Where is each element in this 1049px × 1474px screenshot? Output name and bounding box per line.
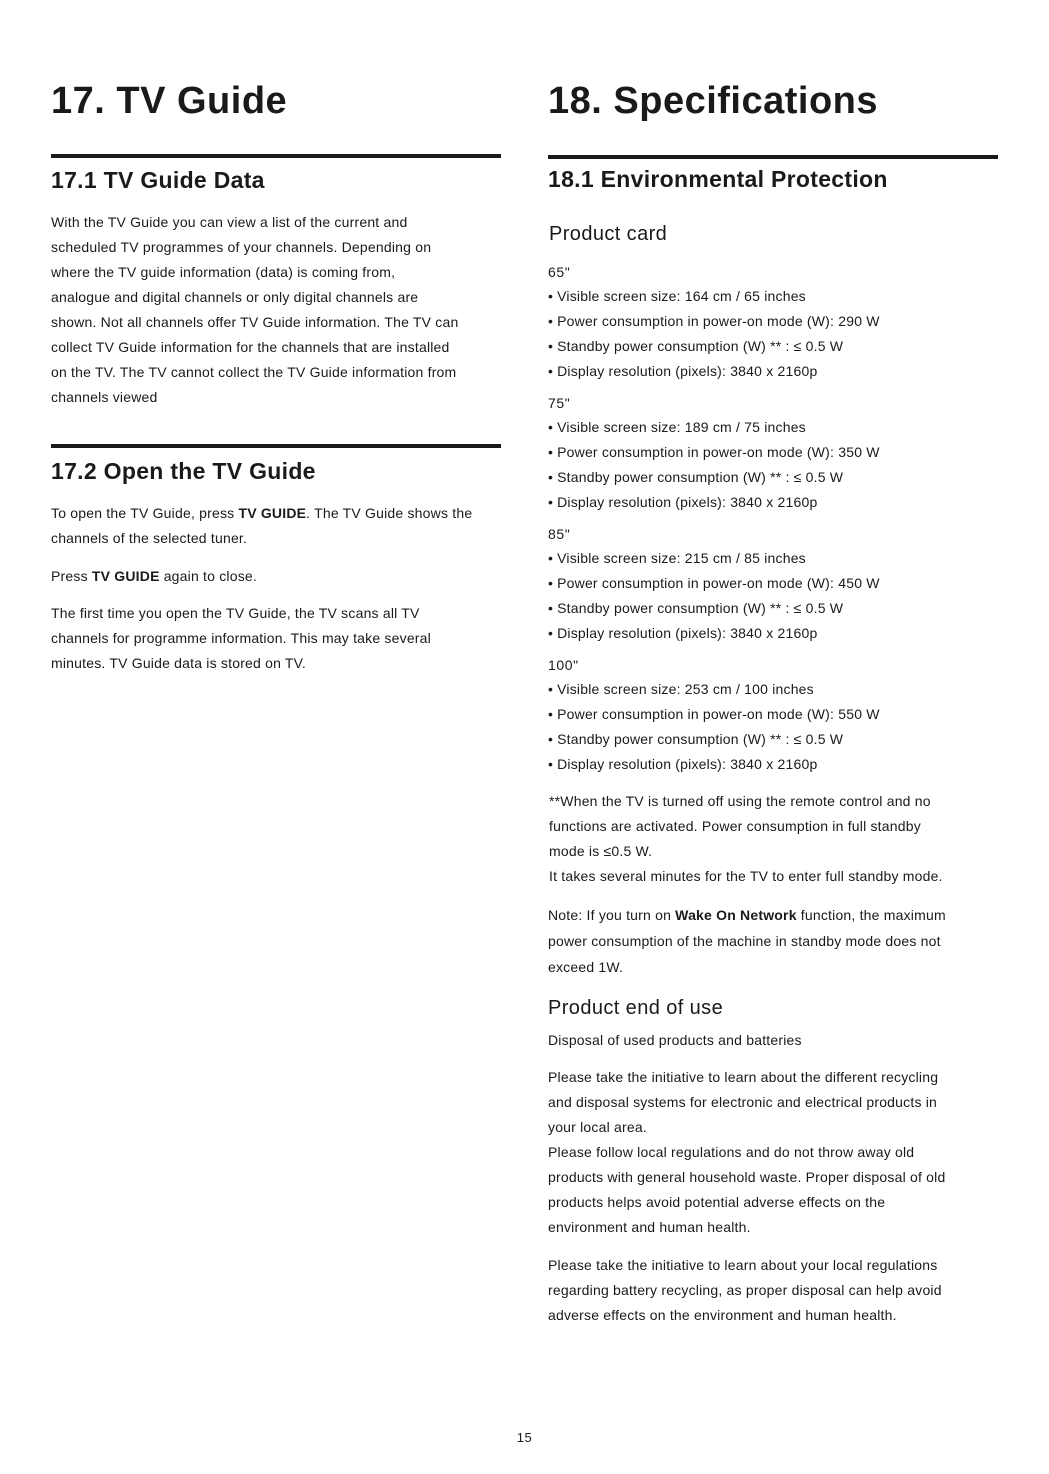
spec-group-75 (548, 391, 998, 515)
spec-item: • Visible screen size: 253 cm / 100 inches (548, 677, 998, 702)
text-line: regarding battery recycling, as proper disposal can help avoid (548, 1282, 942, 1298)
text-line: channels for programme information. This may take several (51, 630, 431, 646)
text-line: mode is ≤0.5 W. (549, 843, 653, 859)
text-line: power consumption of the machine in standby mode does not (548, 933, 941, 949)
spec-size-label: 65" (548, 264, 571, 280)
text-run: function, the maximum (796, 907, 946, 923)
key-name-tv-guide: TV GUIDE (238, 505, 307, 521)
section-divider (548, 155, 998, 159)
text-line: analogue and digital channels or only digital channels are (51, 289, 419, 305)
spec-item: • Visible screen size: 189 cm / 75 inches (548, 415, 998, 440)
spec-size-label: 75" (548, 395, 571, 411)
product-end-of-use-heading: Product end of use (548, 997, 724, 1019)
section-title-environmental-protection: 18.1 Environmental Protection (548, 166, 888, 192)
text-line: **When the TV is turned off using the remote control and no (549, 793, 931, 809)
spec-size-label: 100" (548, 657, 579, 673)
text-line: Please take the initiative to learn about your local regulations (548, 1257, 938, 1273)
product-card-heading: Product card (549, 223, 668, 245)
section-divider (51, 154, 501, 158)
text-line: With the TV Guide you can view a list of the current and (51, 214, 408, 230)
text-line: Please follow local regulations and do not throw away old (548, 1144, 915, 1160)
text-line: functions are activated. Power consumption in full standby (549, 818, 921, 834)
spec-group-100 (548, 653, 998, 777)
spec-item: • Standby power consumption (W) ** : ≤ 0.5 W (548, 465, 998, 490)
spec-item: • Display resolution (pixels): 3840 x 2160p (548, 490, 998, 515)
spec-item: • Display resolution (pixels): 3840 x 2160p (548, 752, 998, 777)
chapter-title-specifications: 18. Specifications (548, 80, 879, 122)
text-line: on the TV. The TV cannot collect the TV Guide information from (51, 364, 457, 380)
open-guide-paragraph-3 (51, 601, 501, 676)
text-line (548, 902, 998, 928)
spec-item: • Standby power consumption (W) ** : ≤ 0.5 W (548, 727, 998, 752)
spec-item: • Power consumption in power-on mode (W): 290 W (548, 309, 998, 334)
text-line: and disposal systems for electronic and electrical products in (548, 1094, 938, 1110)
spec-list (548, 546, 998, 646)
spec-item: • Display resolution (pixels): 3840 x 2160p (548, 359, 998, 384)
recycling-paragraph (548, 1065, 998, 1240)
key-name-tv-guide: TV GUIDE (91, 568, 160, 584)
text-line: environment and human health. (548, 1219, 751, 1235)
spec-list (548, 415, 998, 515)
section-divider (51, 444, 501, 448)
text-line: your local area. (548, 1119, 647, 1135)
text-line: shown. Not all channels offer TV Guide information. The TV can (51, 314, 459, 330)
text-run: To open the TV Guide, press (51, 505, 239, 521)
spec-group-85 (548, 522, 998, 646)
text-run: . The TV Guide shows the (306, 505, 473, 521)
chapter-title-tv-guide: 17. TV Guide (51, 80, 288, 122)
wake-on-network-note (548, 902, 998, 980)
open-guide-paragraph-1 (51, 501, 501, 551)
text-line: The first time you open the TV Guide, the TV scans all TV (51, 605, 420, 621)
text-line (51, 501, 501, 526)
spec-list (548, 677, 998, 777)
spec-item: • Power consumption in power-on mode (W): 450 W (548, 571, 998, 596)
text-line: where the TV guide information (data) is coming from, (51, 264, 396, 280)
spec-item: • Power consumption in power-on mode (W): 550 W (548, 702, 998, 727)
battery-recycling-paragraph (548, 1253, 998, 1328)
text-line: collect TV Guide information for the channels that are installed (51, 339, 450, 355)
spec-list (548, 284, 998, 384)
spec-item: • Standby power consumption (W) ** : ≤ 0.5 W (548, 334, 998, 359)
section-title-open-tv-guide: 17.2 Open the TV Guide (51, 458, 316, 484)
spec-item: • Visible screen size: 215 cm / 85 inches (548, 546, 998, 571)
tv-guide-data-paragraph (51, 210, 501, 410)
text-line: products helps avoid potential adverse effects on the (548, 1194, 886, 1210)
text-line: products with general household waste. Proper disposal of old (548, 1169, 946, 1185)
spec-group-65 (548, 260, 998, 384)
page-number: 15 (516, 1430, 533, 1445)
text-line: exceed 1W. (548, 959, 624, 975)
spec-item: • Visible screen size: 164 cm / 65 inches (548, 284, 998, 309)
spec-item: • Power consumption in power-on mode (W): 350 W (548, 440, 998, 465)
text-line: channels of the selected tuner. (51, 530, 248, 546)
text-run: Press (51, 568, 92, 584)
text-line: scheduled TV programmes of your channels. Depending on (51, 239, 432, 255)
text-line: channels viewed (51, 389, 158, 405)
text-line: It takes several minutes for the TV to enter full standby mode. (549, 868, 943, 884)
spec-item: • Display resolution (pixels): 3840 x 2160p (548, 621, 998, 646)
text-line: Please take the initiative to learn about the different recycling (548, 1069, 939, 1085)
feature-name: Wake On Network (675, 907, 797, 923)
text-line: adverse effects on the environment and human health. (548, 1307, 897, 1323)
text-line (51, 564, 501, 589)
text-run: Note: If you turn on (548, 907, 676, 923)
text-run: again to close. (159, 568, 257, 584)
spec-size-label: 85" (548, 526, 571, 542)
open-guide-paragraph-2 (51, 564, 501, 589)
standby-footnote (549, 789, 999, 889)
disposal-subheading: Disposal of used products and batteries (548, 1032, 802, 1048)
section-title-tv-guide-data: 17.1 TV Guide Data (51, 167, 265, 193)
text-line: minutes. TV Guide data is stored on TV. (51, 655, 307, 671)
spec-item: • Standby power consumption (W) ** : ≤ 0.5 W (548, 596, 998, 621)
